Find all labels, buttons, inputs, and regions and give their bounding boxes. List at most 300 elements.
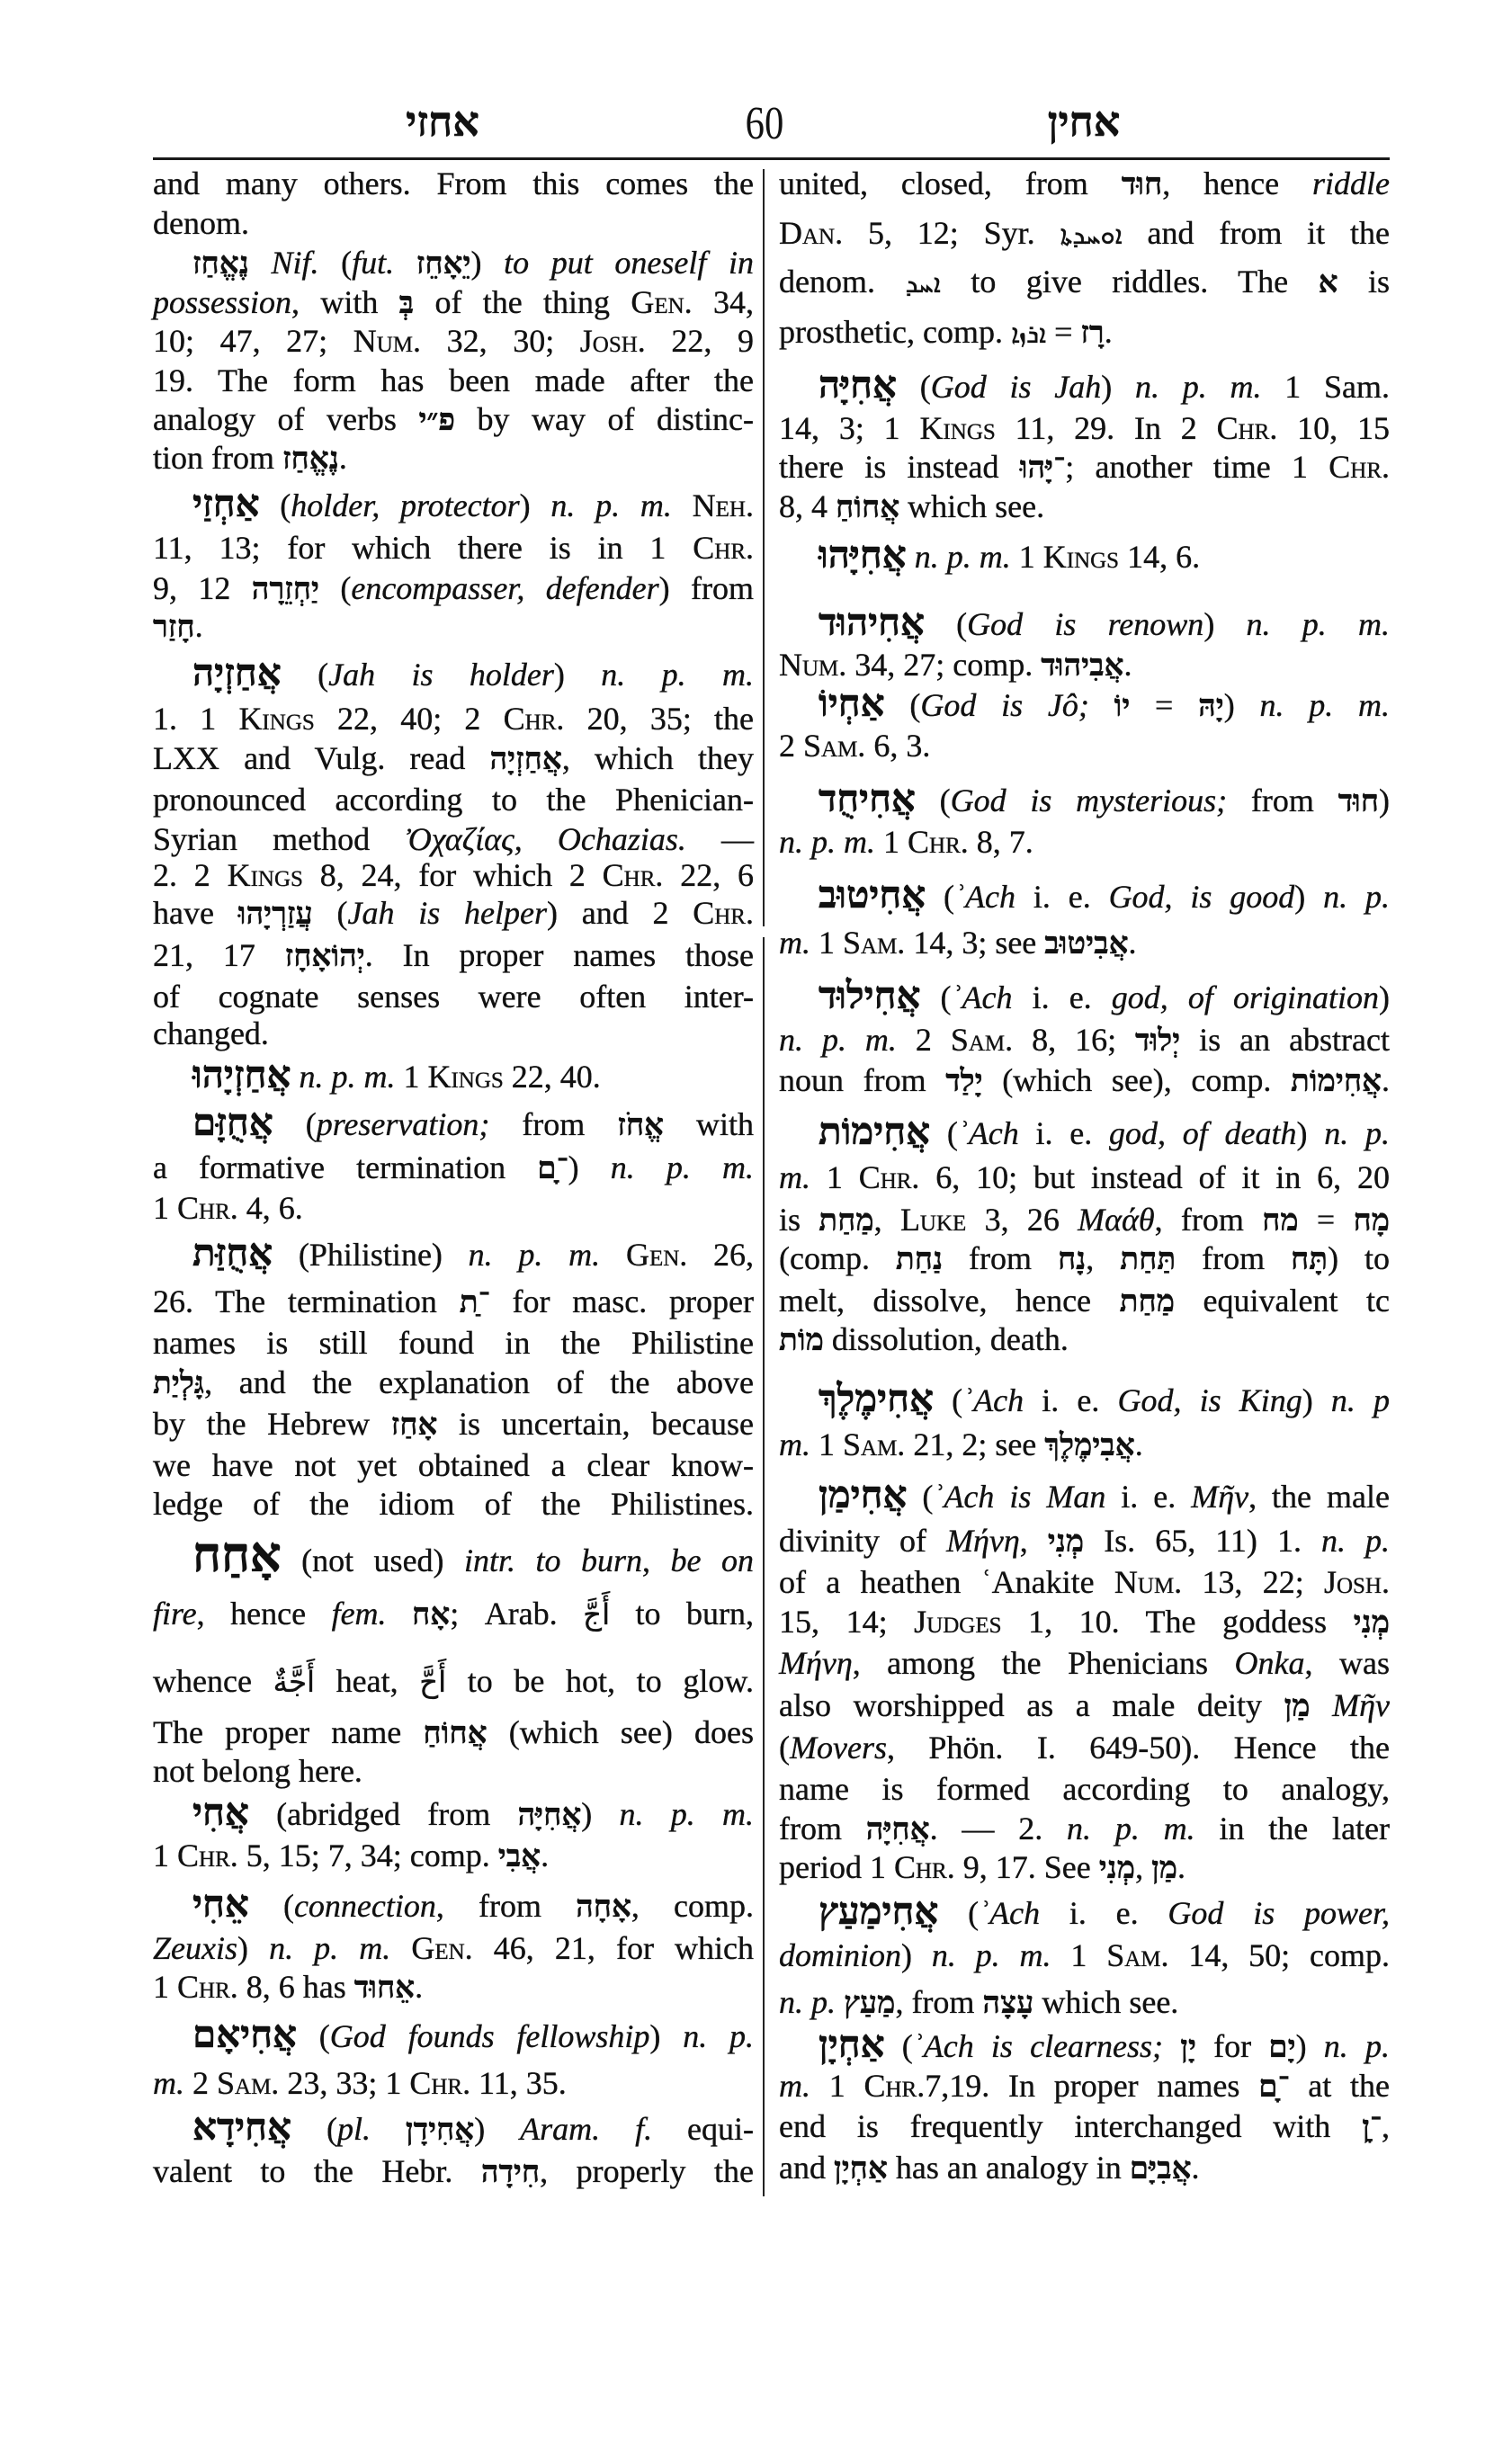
hebrew-word: אָחַז — [390, 1408, 438, 1442]
text-line — [779, 206, 1390, 260]
text-line — [779, 255, 1390, 308]
book-reference: Kings — [427, 1059, 504, 1095]
italic-text: m. — [779, 925, 810, 961]
text-run: ( — [259, 487, 291, 523]
text-line — [779, 1312, 1390, 1366]
hebrew-word: מַן — [1284, 1690, 1311, 1723]
text-line — [779, 479, 1390, 533]
hebrew-word: מְנִי — [1353, 1606, 1390, 1640]
text-run: is an abstract — [1180, 1022, 1391, 1058]
italic-text: n. p. m. — [931, 1937, 1051, 1973]
italic-text: m. — [779, 2068, 810, 2104]
italic-text: God is mysterious; — [950, 782, 1228, 818]
text-run — [600, 1237, 626, 1273]
text-run: prosthetic, comp. — [779, 314, 1011, 350]
text-run: ( — [884, 2028, 913, 2064]
italic-text: ʾAch — [962, 1382, 1024, 1418]
italic-text: n. p. m. — [468, 1237, 601, 1273]
hebrew-word: אֲבִיָּם — [1129, 2152, 1192, 2186]
hebrew-word: א — [1318, 266, 1338, 300]
text-run: 8, 16; — [1013, 1022, 1136, 1058]
book-reference: Sam. — [843, 1426, 906, 1462]
text-run: of cognate senses were often inter- — [153, 979, 754, 1015]
text-run: which see. — [1033, 1984, 1179, 2020]
headword: אֲחִימַעַץ — [819, 1891, 939, 1933]
text-run: , Phön. I. 649-50). Hence the — [886, 1730, 1390, 1766]
text-run: 32, 30; — [421, 323, 580, 359]
text-run: from — [1227, 782, 1338, 818]
text-run: , — [1086, 1240, 1121, 1276]
book-reference: Chr. — [1329, 449, 1390, 485]
text-run: . — [415, 1969, 424, 2005]
book-reference: Sam. — [217, 2065, 280, 2101]
text-run: ) — [474, 2111, 521, 2147]
hebrew-word: מַן — [1151, 1852, 1178, 1885]
hebrew-word: תַּחַת — [1120, 1243, 1176, 1276]
entry-first-line — [153, 1049, 754, 1103]
hebrew-word: גָּלְיַת — [153, 1367, 205, 1400]
hebrew-word: אֲחוֹחַ — [423, 1717, 488, 1750]
entry-first-line — [153, 1227, 754, 1281]
italic-text: be on — [670, 1542, 755, 1578]
book-reference: Josh. — [579, 323, 646, 359]
text-run: 34, 27; comp. — [846, 647, 1042, 683]
text-run: , from — [895, 1984, 983, 2020]
book-reference: Chr. — [693, 530, 754, 566]
headword: אֲחַזְיָה — [192, 653, 282, 694]
book-reference: Chr. — [409, 2065, 471, 2101]
text-run: 21, 2; see — [905, 1426, 1045, 1462]
hebrew-word: אֲבִימֶלֶךְ — [1044, 1429, 1135, 1462]
headword: אַחְיוֹ — [819, 684, 885, 725]
headword: אֲחֻזַּת — [192, 1233, 273, 1274]
headword: אֲחִימַן — [819, 1475, 908, 1516]
hebrew-word: חוּד — [1121, 168, 1163, 201]
text-run: . — [1177, 1849, 1186, 1885]
text-run: from — [943, 1240, 1058, 1276]
text-run: to give riddles. The — [940, 264, 1319, 300]
italic-text: dominion — [779, 1937, 902, 1973]
italic-text: Μῆν — [1191, 1479, 1249, 1515]
italic-text: ʾAch is clearness; — [912, 2028, 1164, 2064]
italic-text: fem. — [331, 1596, 387, 1632]
italic-text: ʾAch — [951, 979, 1013, 1015]
text-run: , from — [435, 1888, 577, 1924]
text-run: ( — [318, 570, 352, 606]
italic-text: Aram. f. — [520, 2111, 653, 2147]
text-run — [1311, 1687, 1333, 1723]
text-run: heat, — [314, 1663, 420, 1699]
hebrew-word: יְלוּד — [1135, 1024, 1181, 1058]
hebrew-word: ־ַת — [459, 1286, 490, 1319]
headword: אֲחִיטוּב — [819, 875, 926, 917]
italic-text: n. p. m. — [601, 657, 754, 693]
text-run: ( — [312, 895, 348, 931]
italic-text: ʾAch is Man — [933, 1479, 1106, 1515]
italic-text: n. p — [1330, 1382, 1390, 1418]
book-reference: Chr. — [893, 1849, 955, 1885]
text-run: 22, 40. — [503, 1059, 601, 1095]
italic-text: n. p. m. — [1259, 687, 1390, 723]
text-run: 1 — [153, 1838, 177, 1873]
hebrew-word: יָהּ — [1198, 690, 1224, 723]
text-run: ( — [897, 369, 931, 405]
italic-text: m. — [153, 2065, 184, 2101]
text-run: by the Hebrew — [153, 1406, 391, 1442]
italic-text: God is power, — [1168, 1895, 1390, 1931]
italic-text: Onka — [1234, 1645, 1305, 1681]
italic-text: God is Jah — [930, 369, 1102, 405]
text-run: name is formed according to analogy, — [779, 1771, 1390, 1807]
italic-text: n. p. m. — [1134, 369, 1262, 405]
text-run: ) — [1379, 979, 1390, 1015]
hebrew-word: חוּד — [1338, 785, 1379, 818]
text-run: united, closed, from — [779, 165, 1122, 201]
text-run: . — [338, 440, 347, 476]
text-run: (which see) does — [487, 1714, 754, 1750]
text-run: period 1 — [779, 1849, 894, 1885]
text-run: 26. The termination — [153, 1283, 460, 1319]
italic-text: god, of origination — [1111, 979, 1379, 1015]
text-run: we have not yet obtained a clear know- — [153, 1447, 754, 1483]
text-run: 1, 10. The goddess — [1001, 1604, 1354, 1640]
text-run: , the male — [1248, 1479, 1390, 1515]
italic-text: ʾAch — [954, 879, 1016, 915]
text-run: 1 — [810, 2068, 864, 2104]
text-run: ( — [924, 606, 968, 642]
hebrew-word: ־יָּהוּ — [1019, 452, 1066, 485]
text-run: 9, 12 — [153, 570, 252, 606]
text-run: 3, 26 — [966, 1202, 1078, 1238]
text-run: 19. The form has been made after the — [153, 362, 754, 398]
italic-text: God is Jô; — [920, 687, 1114, 723]
italic-text: n. p. m. — [779, 1022, 897, 1058]
italic-text: n. p. — [1323, 2028, 1390, 2064]
text-run: , — [1135, 1849, 1152, 1885]
text-run: ( — [297, 2018, 330, 2054]
book-reference: Sam. — [803, 728, 866, 764]
text-run: 2. 2 — [153, 857, 228, 893]
book-reference: Kings — [238, 701, 315, 737]
entry-first-line — [153, 2008, 754, 2062]
text-run: dissolution, death. — [823, 1321, 1069, 1357]
text-run: 22, 40; 2 — [314, 701, 504, 737]
text-run: a formative termination — [153, 1149, 538, 1185]
italic-text: Movers — [790, 1730, 887, 1766]
text-run: tion from — [153, 440, 282, 476]
headword: אֲחֻזָּם — [192, 1103, 273, 1144]
text-run: ledge of the idiom of the Philistines. — [153, 1486, 754, 1522]
italic-text: n. p. m. — [299, 1059, 396, 1095]
headword: אֲחִי — [192, 1793, 249, 1834]
italic-text: possession — [153, 284, 292, 320]
text-run: divinity of — [779, 1523, 947, 1559]
text-run: ) — [901, 1937, 932, 1973]
italic-text: holder, protector — [291, 487, 520, 523]
hebrew-word: יֵאָחֵז — [416, 247, 471, 281]
text-line — [153, 431, 754, 485]
text-line — [779, 156, 1390, 210]
text-line — [779, 2141, 1390, 2195]
headword: אֲחַזְיָהוּ — [192, 1055, 291, 1096]
text-run: . — [1128, 925, 1137, 961]
hebrew-word: ־ָם — [1258, 2070, 1290, 2104]
book-reference: Chr. — [177, 1969, 238, 2005]
italic-text: God founds fellowship — [329, 2018, 650, 2054]
text-run: , — [642, 1542, 671, 1578]
headword: אֲחִילוּד — [819, 976, 921, 1017]
italic-text: ʾAch — [957, 1115, 1019, 1151]
text-run: 1 — [875, 824, 908, 860]
text-run: pronounced according to the Phenician- — [153, 782, 754, 818]
hebrew-word: אַחְיָן — [833, 2152, 888, 2186]
text-run: i. e. — [1024, 1382, 1118, 1418]
text-run: . In proper names those — [364, 937, 755, 973]
text-run: ) — [568, 1149, 611, 1185]
book-reference: Neh. — [692, 487, 754, 523]
text-line — [153, 1654, 754, 1708]
hebrew-word: מְנִי — [1098, 1852, 1136, 1885]
hebrew-word: אֲחִימוֹת — [1291, 1065, 1382, 1098]
book-reference: Num. — [353, 323, 422, 359]
text-run: (comp. — [779, 1240, 896, 1276]
text-run: , from — [1154, 1202, 1263, 1238]
text-run: 15, 14; — [779, 1604, 915, 1640]
text-line — [779, 815, 1390, 869]
text-run: 1 — [810, 925, 843, 961]
hebrew-word: חָזַר — [153, 611, 195, 644]
text-run: (which see), comp. — [982, 1062, 1291, 1098]
hebrew-word: אָחָה — [576, 1891, 631, 1924]
entry-first-line — [779, 529, 1390, 583]
hebrew-word: בְּ — [398, 287, 415, 320]
text-run: is — [779, 1202, 819, 1238]
text-run: and many others. From this comes the — [153, 165, 754, 201]
text-run: ( — [884, 687, 921, 723]
text-run: is — [1338, 264, 1391, 300]
italic-text: m. — [779, 1426, 810, 1462]
book-reference: Chr. — [863, 2068, 926, 2104]
guide-word-left: אחזי — [406, 99, 479, 145]
text-run: . — [541, 1838, 550, 1873]
hebrew-word: עָצָה — [982, 1987, 1034, 2020]
text-run: 8, 7. — [968, 824, 1033, 860]
hebrew-word: אֵחוּד — [353, 1972, 416, 2005]
syriac-word: ܐܚܕ — [905, 268, 941, 299]
text-run: 14, 50; comp. — [1168, 1937, 1390, 1973]
italic-text: to put oneself in — [504, 245, 754, 281]
text-line — [779, 1053, 1390, 1107]
text-line — [153, 2144, 754, 2198]
text-line — [779, 916, 1390, 970]
text-run: i. e. — [1012, 979, 1112, 1015]
text-run: , among the Phenicians — [852, 1645, 1235, 1681]
italic-text: fut. — [352, 245, 395, 281]
text-run: of a heathen ʿAnakite — [779, 1564, 1114, 1600]
text-run — [836, 1984, 844, 2020]
italic-text: god, of death — [1109, 1115, 1297, 1151]
headword: אֲחִיָּה — [819, 365, 897, 407]
hebrew-word: אֲחִידָן — [405, 2114, 475, 2147]
text-run: analogy of verbs — [153, 401, 419, 437]
text-run: ) — [1203, 606, 1247, 642]
text-run: ( — [926, 879, 955, 915]
text-run: 26, — [687, 1237, 755, 1273]
text-run: 1. 1 — [153, 701, 239, 737]
hebrew-word: נֶאֱחַז — [192, 247, 249, 281]
hebrew-word: יוֹ — [1114, 690, 1131, 723]
italic-text: riddle — [1312, 165, 1390, 201]
text-run: also worshipped as a male deity — [779, 1687, 1284, 1723]
hebrew-word: אָח — [412, 1598, 451, 1632]
italic-text: God, is King — [1117, 1382, 1302, 1418]
text-run: LXX and Vulg. read — [153, 740, 490, 776]
text-run: 4, 6. — [237, 1190, 303, 1226]
column-divider — [763, 169, 765, 926]
italic-text: preservation; — [316, 1106, 490, 1142]
text-run: ) — [649, 2018, 684, 2054]
text-run: and — [779, 2150, 834, 2186]
hebrew-word: עֲזַרְיָהוּ — [237, 898, 313, 931]
hebrew-word: אֲבִיטוּב — [1044, 927, 1129, 961]
text-run: changed. — [153, 1015, 269, 1051]
book-reference: Kings — [919, 410, 996, 446]
text-run: ( — [938, 1895, 980, 1931]
italic-text: n. p. m. — [269, 1930, 391, 1966]
text-run: and from it the — [1122, 215, 1390, 251]
text-run: = — [1130, 687, 1199, 723]
hebrew-word: מְנִי — [1047, 1525, 1085, 1559]
text-line — [779, 1928, 1390, 1982]
text-run: i. e. — [1105, 1479, 1192, 1515]
text-line — [153, 599, 754, 653]
text-run: ) — [1223, 687, 1260, 723]
text-run: ) and 2 — [547, 895, 693, 931]
book-reference: Judges — [914, 1604, 1002, 1640]
headword: אַחְיָן — [819, 2025, 885, 2066]
text-run: ; another time 1 — [1065, 449, 1329, 485]
text-run: 6, 3. — [865, 728, 931, 764]
book-reference: Chr. — [177, 1190, 238, 1226]
hebrew-word: אֲחִיָּה — [865, 1813, 930, 1846]
book-reference: Chr. — [602, 857, 664, 893]
text-run: i. e. — [1040, 1895, 1168, 1931]
book-reference: Gen. — [625, 1237, 688, 1273]
text-run: 5, 12; Syr. — [843, 215, 1060, 251]
book-reference: Sam. — [843, 925, 906, 961]
hebrew-word: תָּח — [1291, 1243, 1329, 1276]
text-run: , was — [1304, 1645, 1390, 1681]
column-divider — [763, 937, 765, 2196]
text-run — [371, 2111, 406, 2147]
italic-text: Μαάθ — [1078, 1202, 1155, 1238]
italic-text: n. p. — [1320, 1523, 1391, 1559]
text-run: ) — [470, 245, 505, 281]
text-run: ) from — [658, 570, 755, 606]
italic-text: n. p. — [683, 2018, 754, 2054]
text-run: not belong here. — [153, 1753, 362, 1789]
text-run: , with — [291, 284, 399, 320]
italic-text: Μήνη — [779, 1645, 853, 1681]
text-run: = — [1046, 314, 1081, 350]
text-run: 1 — [1010, 539, 1043, 575]
text-run: valent to the Hebr. — [153, 2153, 481, 2189]
syriac-word: ܐܪܙܐ — [1010, 318, 1047, 349]
text-run: melt, dissolve, hence — [779, 1283, 1120, 1319]
text-line — [153, 1960, 754, 2014]
headword: אֲחִידָא — [192, 2107, 292, 2149]
book-reference: Gen. — [631, 284, 693, 320]
headword: אֲחִיחֻד — [819, 779, 916, 820]
text-run: . — [1104, 314, 1113, 350]
text-run: 11, 35. — [470, 2065, 567, 2101]
italic-text: n. p. m. — [619, 1796, 754, 1832]
text-run: 8, 4 — [779, 488, 836, 524]
book-reference: Chr. — [1216, 410, 1278, 446]
hebrew-word: ־ָם — [537, 1152, 568, 1185]
text-run: ) — [237, 1930, 270, 1966]
italic-text: Jah is helper — [347, 895, 547, 931]
headword: אֲחִיָּהוּ — [819, 535, 907, 577]
headword: אֲחִיהוּד — [819, 603, 925, 644]
text-run: equivalent tc — [1174, 1283, 1391, 1319]
text-run: 14, 3; 1 — [779, 410, 920, 446]
book-reference: Chr. — [177, 1838, 238, 1873]
text-run: 6, 10; but instead of it in 6, 20 — [919, 1159, 1390, 1195]
text-run: , hence — [196, 1596, 332, 1632]
hebrew-word: אֲחוֹחַ — [836, 491, 900, 524]
text-run — [387, 1596, 412, 1632]
hebrew-word: יְהוֹאָחָז — [284, 940, 365, 973]
text-run: 22, 9 — [645, 323, 754, 359]
text-run: — — [685, 821, 754, 857]
text-run: 1 — [810, 1159, 859, 1195]
italic-text: ʾAch — [979, 1895, 1041, 1931]
hebrew-word: אֲחַזְיָה — [489, 743, 562, 776]
italic-text: pl. — [336, 2111, 371, 2147]
italic-text: m. — [779, 1159, 810, 1195]
headword: אַחְזַי — [192, 484, 260, 525]
text-run: ( — [248, 1888, 294, 1924]
hebrew-word: רָז — [1080, 317, 1105, 350]
text-run: end is frequently interchanged with — [779, 2108, 1363, 2144]
syriac-word: ܐܘܚܕܬܐ — [1060, 219, 1123, 250]
hebrew-word: אֲחִיָּה — [517, 1799, 582, 1832]
hebrew-word: אֲבִי — [497, 1840, 541, 1873]
book-reference: Num. — [1114, 1564, 1183, 1600]
text-run: 2 — [896, 1022, 951, 1058]
text-run: with — [664, 1106, 754, 1142]
text-run: ( — [281, 657, 329, 693]
headword: אֲחִיאָם — [192, 2015, 298, 2056]
text-run: , which they — [561, 740, 754, 776]
text-run: 10, 15 — [1277, 410, 1391, 446]
headword: אֲחִימֶלֶךְ — [819, 1379, 935, 1420]
text-run: denom. — [153, 205, 249, 241]
entry-first-line — [779, 869, 1390, 923]
text-run: ) — [519, 487, 551, 523]
text-run: i. e. — [1018, 1115, 1110, 1151]
text-run: . — [194, 608, 203, 644]
text-run: 14, 3; see — [905, 925, 1045, 961]
text-run: . — [1382, 1062, 1391, 1098]
text-run: . — 2. — [929, 1811, 1068, 1846]
text-run: is uncertain, because — [437, 1406, 754, 1442]
headword: אָחַח — [192, 1528, 282, 1582]
italic-text: encompasser, defender — [351, 570, 659, 606]
text-run: for masc. proper — [489, 1283, 754, 1319]
italic-text: Μῆν — [1332, 1687, 1390, 1723]
